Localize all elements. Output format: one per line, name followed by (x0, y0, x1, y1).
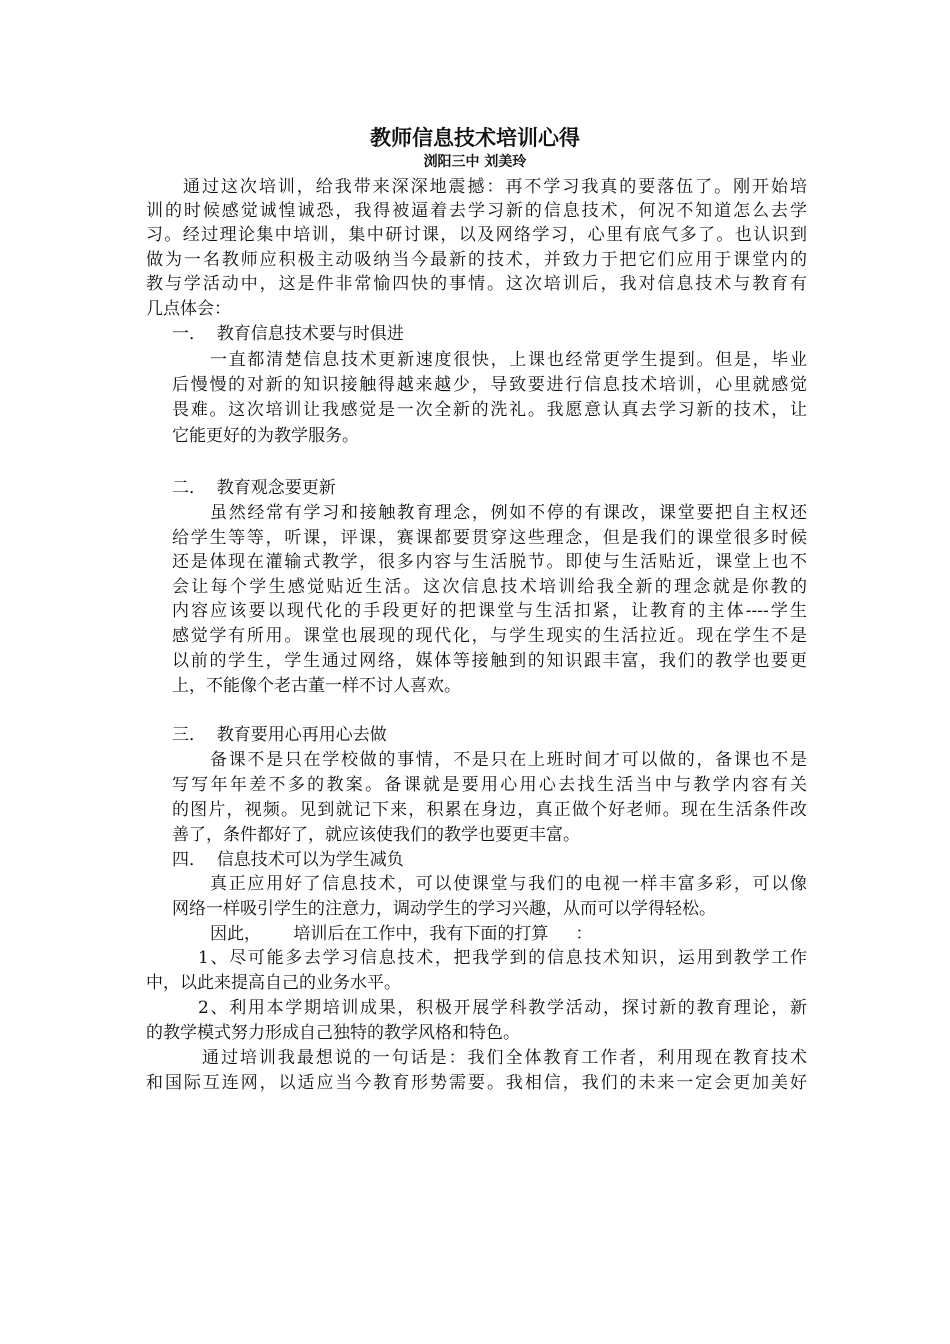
plan-1-line: 1、尽可能多去学习信息技术，把我学到的信息技术知识，运用到教学工作 (198, 948, 807, 968)
section-3-line: 的图片，视频。见到就记下来，积累在身边，真正做个好老师。现在生活条件改 (172, 800, 807, 820)
closing-line: 通过培训我最想说的一句话是：我们全体教育工作者，利用现在教育技术 (202, 1048, 807, 1068)
intro-line: 做为一名教师应积极主动吸纳当今最新的技术，并致力于把它们应用于课堂内的 (146, 250, 807, 270)
section-heading-3: 三． 教育要用心再用心去做 (172, 725, 387, 745)
intro-line: 习。经过理论集中培训，集中研讨课，以及网络学习，心里有底气多了。也认识到 (146, 225, 807, 245)
plan-2-line: 2、利用本学期培训成果，积极开展学科教学活动，探讨新的教育理论，新 (198, 998, 807, 1018)
intro-line: 训的时候感觉诚惶诚恐，我得被逼着去学习新的信息技术，何况不知道怎么去学 (146, 201, 807, 221)
section-2-line: 会让每个学生感觉贴近生活。这次信息技术培训给我全新的理念就是你教的 (172, 577, 807, 597)
intro-line: 通过这次培训，给我带来深深地震撼：再不学习我真的要落伍了。刚开始培 (183, 177, 807, 197)
plan-2-line: 的教学模式努力形成自己独特的教学风格和特色。 (146, 1023, 520, 1043)
section-2-line: 上，不能像个老古董一样不讨人喜欢。 (172, 676, 461, 696)
plan-1-line: 中，以此来提高自己的业务水平。 (146, 973, 401, 993)
section-heading-1: 一． 教育信息技术要与时俱进 (172, 324, 404, 344)
section-1-line: 后慢慢的对新的知识接触得越来越少，导致要进行信息技术培训，心里就感觉 (172, 375, 807, 395)
section-2-line: 感觉学有所用。课堂也展现的现代化，与学生现实的生活拉近。现在学生不是 (172, 626, 807, 646)
section-1-line: 一直都清楚信息技术更新速度很快，上课也经常更学生提到。但是，毕业 (210, 350, 807, 370)
section-1-line: 畏难。这次培训让我感觉是一次全新的洗礼。我愿意认真去学习新的技术，让 (172, 400, 807, 420)
intro-line: 几点体会： (146, 299, 231, 319)
section-3-line: 写写年年差不多的教案。备课就是要用心用心去找生活当中与教学内容有关 (172, 775, 807, 795)
section-2-line: 内容应该要以现代化的手段更好的把课堂与生活扣紧，让教育的主体----学生 (172, 601, 807, 621)
plan-intro: 因此， 培训后在工作中，我有下面的打算 ： (210, 924, 593, 944)
section-2-line: 还是体现在灌输式教学，很多内容与生活脱节。即使与生活贴近，课堂上也不 (172, 552, 807, 572)
intro-line: 教与学活动中，这是件非常愉四快的事情。这次培训后，我对信息技术与教育有 (146, 274, 807, 294)
section-3-line: 善了，条件都好了，就应该使我们的教学也要更丰富。 (172, 825, 580, 845)
author-line: 浏阳三中 刘美玲 (423, 154, 527, 170)
closing-line: 和国际互连网，以适应当今教育形势需要。我相信，我们的未来一定会更加美好 (146, 1073, 807, 1093)
section-2-line: 以前的学生，学生通过网络，媒体等接触到的知识跟丰富，我们的教学也要更 (172, 651, 807, 671)
section-4-line: 真正应用好了信息技术，可以使课堂与我们的电视一样丰富多彩，可以像 (210, 874, 807, 894)
section-4-line: 网络一样吸引学生的注意力，调动学生的学习兴趣，从而可以学得轻松。 (172, 899, 716, 919)
section-3-line: 备课不是只在学校做的事情，不是只在上班时间才可以做的，备课也不是 (210, 750, 807, 770)
document-title: 教师信息技术培训心得 (370, 126, 580, 150)
section-heading-2: 二． 教育观念要更新 (172, 478, 336, 498)
section-2-line: 给学生等等，听课，评课，赛课都要贯穿这些理念，但是我们的课堂很多时候 (172, 528, 807, 548)
section-2-line: 虽然经常有学习和接触教育理念，例如不停的有课改，课堂要把自主权还 (210, 503, 807, 523)
section-heading-4: 四． 信息技术可以为学生减负 (172, 850, 404, 870)
section-1-line: 它能更好的为教学服务。 (172, 426, 359, 446)
